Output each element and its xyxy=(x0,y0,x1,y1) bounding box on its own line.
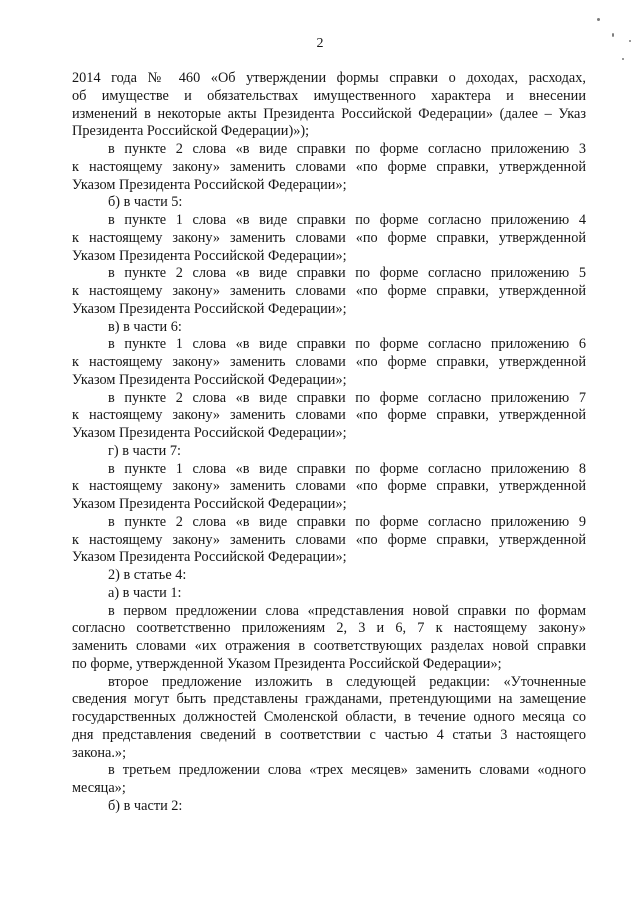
text-line: по форме, утвержденной Указом Президента Российской Федерации»; xyxy=(72,655,502,672)
text-line: Указом Президента Российской Федерации»; xyxy=(72,300,347,317)
text-line: Указом Президента Российской Федерации»; xyxy=(72,176,347,193)
text-line: в пункте 2 слова «в виде справки по форме согласно приложению 9 xyxy=(108,513,586,530)
scan-speck xyxy=(612,33,614,37)
text-line: заменить словами «их отражения в соответствующих разделах новой справки xyxy=(72,638,586,654)
text-line: г) в части 7: xyxy=(108,442,181,459)
text-line: месяца»; xyxy=(72,780,126,796)
text-line: Указом Президента Российской Федерации»; xyxy=(72,247,347,264)
text-line: Указом Президента Российской Федерации»; xyxy=(72,371,347,388)
text-line: к настоящему закону» заменить словами «по форме справки, утвержденной xyxy=(72,354,586,370)
document-body xyxy=(72,70,586,816)
text-line: а) в части 1: xyxy=(108,584,182,601)
text-line: б) в части 2: xyxy=(108,797,183,814)
text-line: государственных должностей Смоленской области, в течение одного месяца со xyxy=(72,709,586,725)
text-line: Президента Российской Федерации)»); xyxy=(72,123,310,140)
text-line: Указом Президента Российской Федерации»; xyxy=(72,549,347,566)
text-line: Указом Президента Российской Федерации»; xyxy=(72,425,347,441)
text-line: к настоящему закону» заменить словами «по форме справки, утвержденной xyxy=(72,531,586,548)
text-line: дня представления сведений в соответствии с частью 4 статьи 3 настоящего xyxy=(72,726,586,743)
text-line: в первом предложении слова «представления новой справки по формам xyxy=(108,602,586,619)
text-line: об имуществе и обязательствах имущественного характера и внесении xyxy=(72,87,586,104)
text-line: 2) в статье 4: xyxy=(108,567,187,583)
text-line: в третьем предложении слова «трех месяцев» заменить словами «одного xyxy=(108,762,586,779)
text-line: закона.»; xyxy=(72,744,127,761)
text-line: к настоящему закону» заменить словами «по форме справки, утвержденной xyxy=(72,229,586,246)
text-line: согласно соответственно приложениям 2, 3 и 6, 7 к настоящему закону» xyxy=(72,620,586,637)
text-line: второе предложение изложить в следующей редакции: «Уточненные xyxy=(108,673,586,690)
text-line: Указом Президента Российской Федерации»; xyxy=(72,496,347,512)
text-line: в пункте 2 слова «в виде справки по форме согласно приложению 7 xyxy=(108,389,586,406)
text-line: к настоящему закону» заменить словами «по форме справки, утвержденной xyxy=(72,407,586,424)
text-line: в пункте 2 слова «в виде справки по форме согласно приложению 3 xyxy=(108,141,586,157)
text-line: изменений в некоторые акты Президента Российской Федерации» (далее – Указ xyxy=(72,105,586,122)
page-number: 2 xyxy=(316,36,324,51)
scan-speck xyxy=(597,18,600,21)
scan-speck xyxy=(629,40,631,42)
text-line: в пункте 2 слова «в виде справки по форме согласно приложению 5 xyxy=(108,265,586,282)
text-line: к настоящему закону» заменить словами «по форме справки, утвержденной xyxy=(72,283,586,299)
text-line: к настоящему закону» заменить словами «по форме справки, утвержденной xyxy=(72,158,586,175)
text-line: в пункте 1 слова «в виде справки по форме согласно приложению 6 xyxy=(108,336,586,353)
text-line: к настоящему закону» заменить словами «по форме справки, утвержденной xyxy=(72,478,586,495)
text-line: б) в части 5: xyxy=(108,194,183,211)
text-line: в) в части 6: xyxy=(108,318,182,335)
text-line: сведения могут быть представлены гражданами, претендующими на замещение xyxy=(72,691,586,708)
text-line: 2014 года № 460 «Об утверждении формы справки о доходах, расходах, xyxy=(72,70,586,86)
text-line: в пункте 1 слова «в виде справки по форме согласно приложению 8 xyxy=(108,460,586,477)
scan-speck xyxy=(622,58,624,60)
text-line: в пункте 1 слова «в виде справки по форме согласно приложению 4 xyxy=(108,212,586,228)
